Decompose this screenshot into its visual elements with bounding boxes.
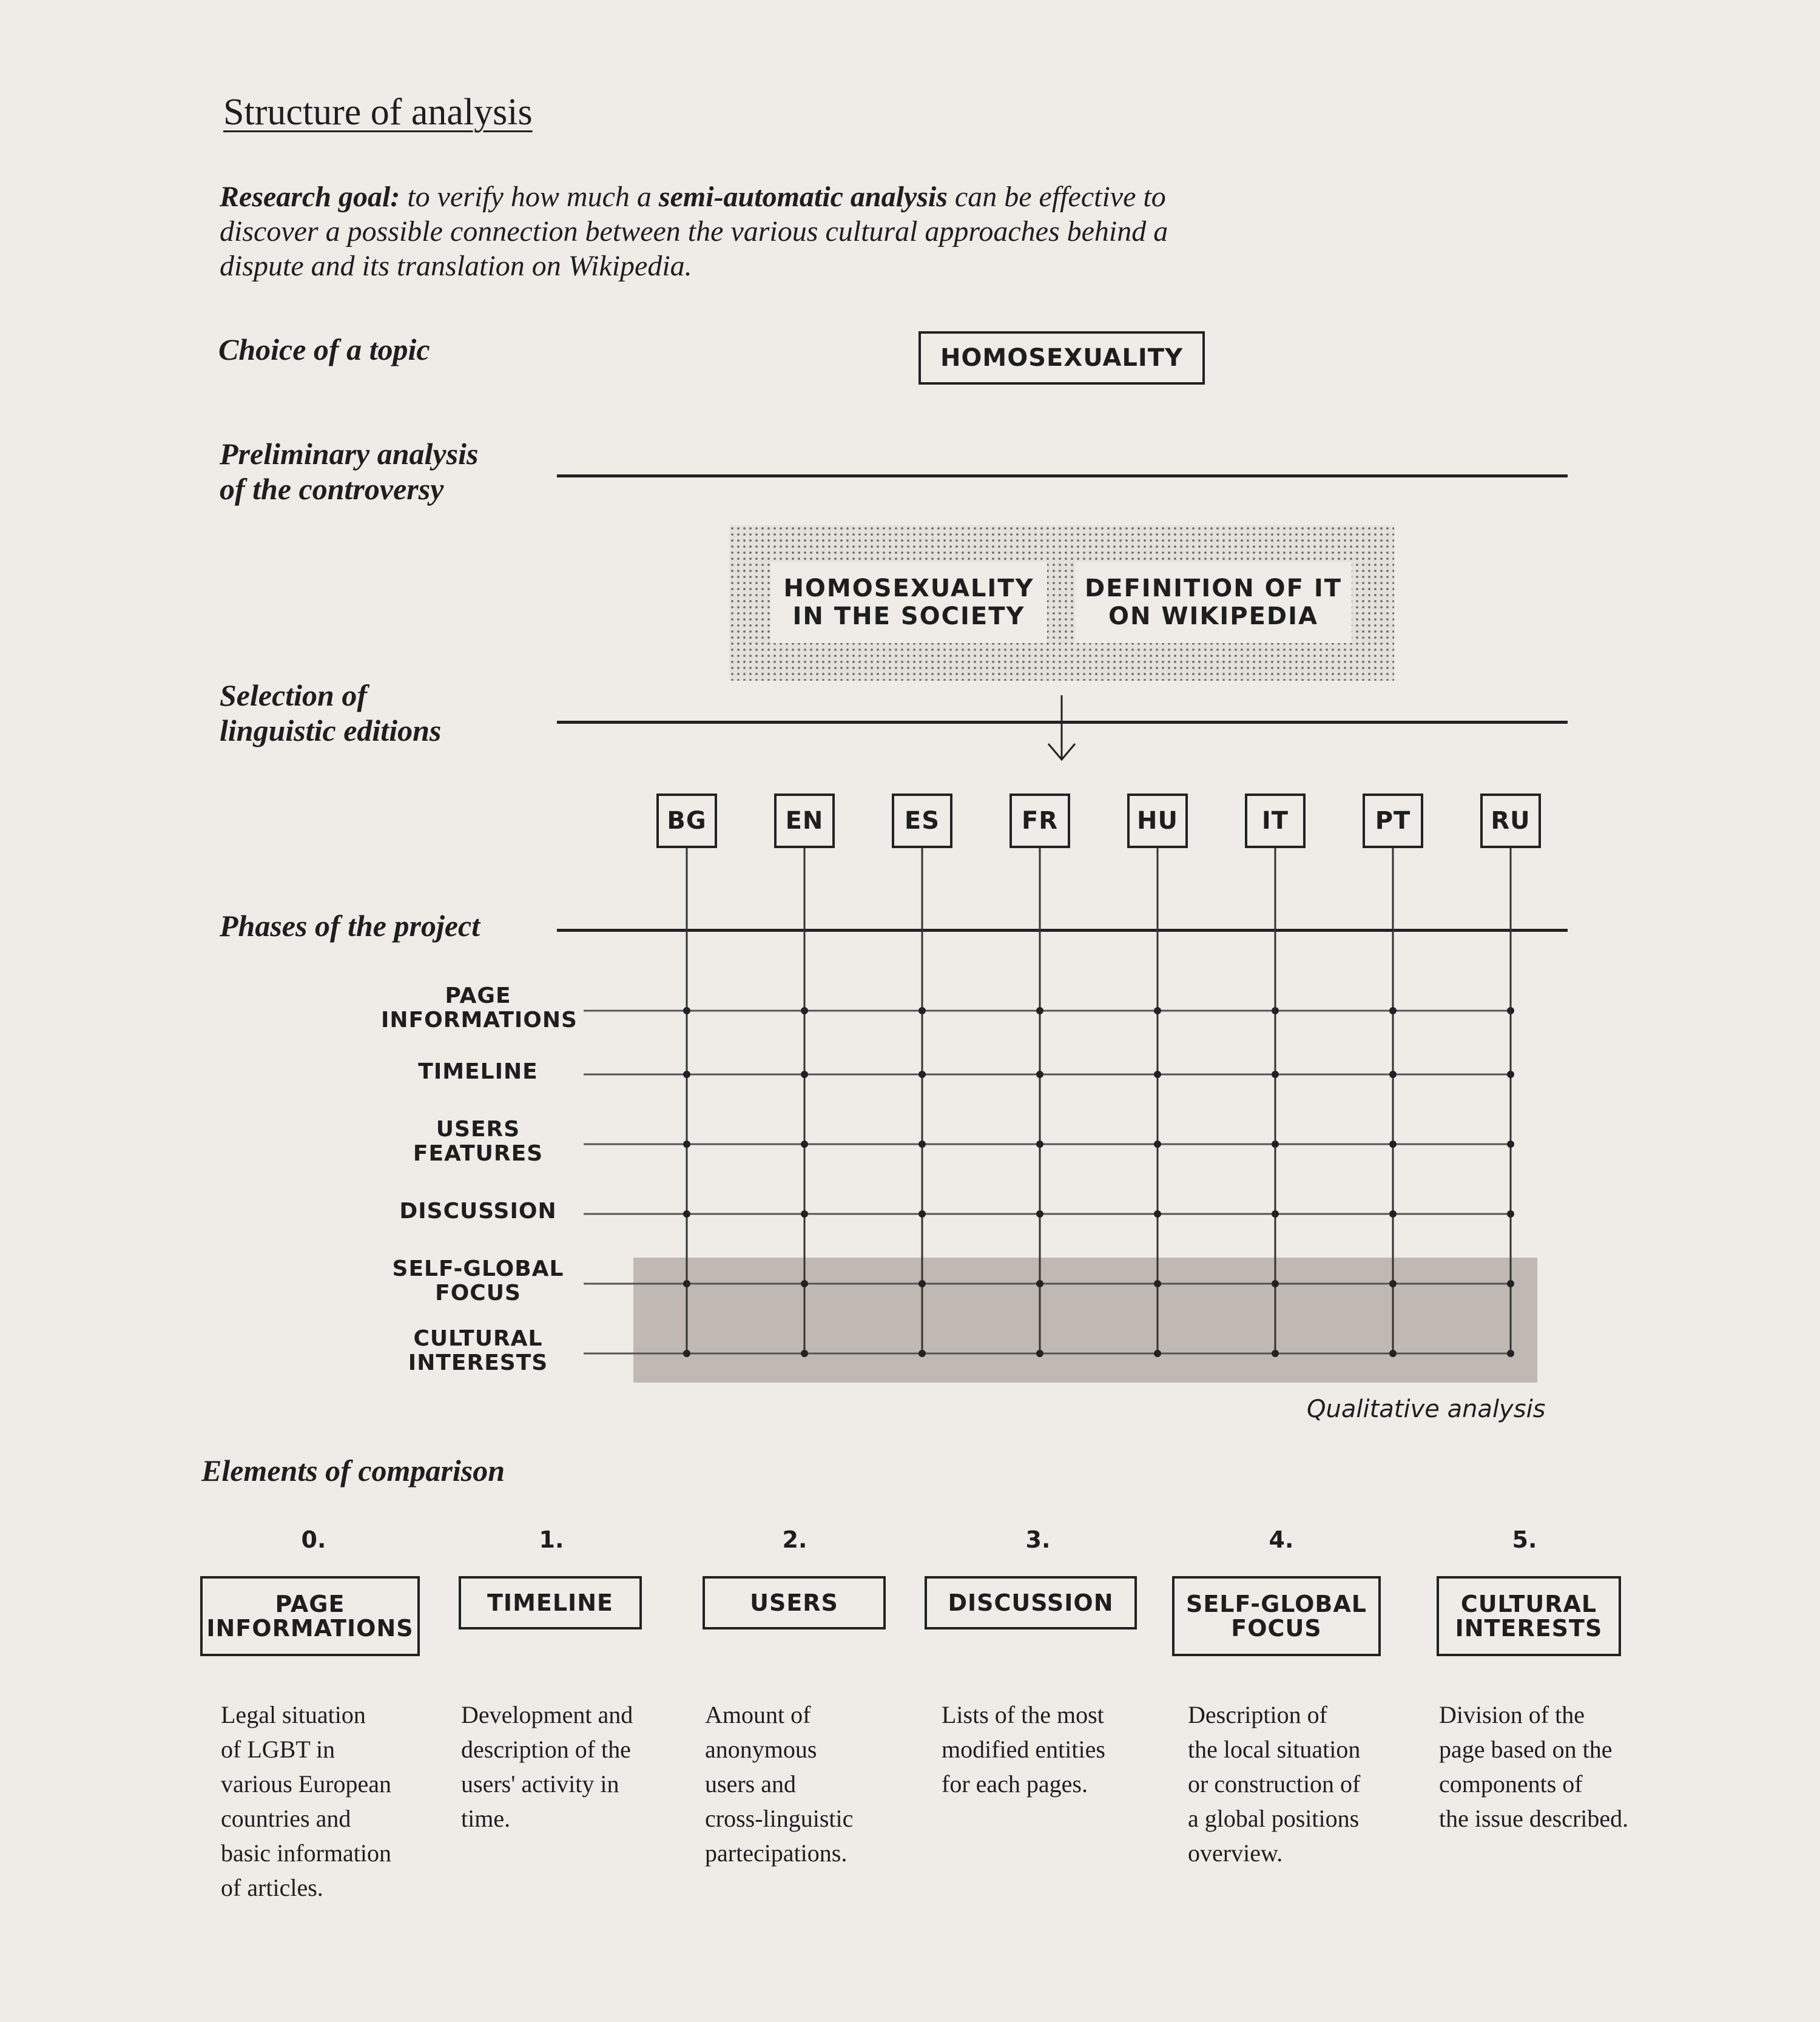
grid-node (1154, 1210, 1161, 1218)
element-description-line: Description of (1188, 1701, 1327, 1728)
element-description-line: for each pages. (942, 1770, 1088, 1798)
grid-node (1154, 1007, 1161, 1014)
grid-node (1036, 1141, 1043, 1148)
grid-node (1272, 1350, 1279, 1357)
element-description-line: overview. (1188, 1839, 1283, 1867)
element-description-line: cross-linguistic (705, 1805, 854, 1832)
element-number: 1. (539, 1526, 564, 1553)
grid-node (1272, 1210, 1279, 1218)
element-box-line: CULTURAL (1460, 1591, 1597, 1617)
research-goal-text-2: can be effective to discover a possible connection between the various cultural approaches behind a dispute and its translation on Wikipedia. (220, 181, 1168, 282)
element-description-line: partecipations. (705, 1839, 848, 1867)
research-goal-text-1: to verify how much a (407, 181, 652, 213)
grid-node (683, 1210, 690, 1218)
element-description-line: modified entities (942, 1736, 1105, 1763)
preliminary-box-line: ON WIKIPEDIA (1108, 602, 1318, 630)
element-description-line: the local situation (1188, 1736, 1361, 1763)
preliminary-box-line: IN THE SOCIETY (792, 602, 1025, 630)
stage-selection-line: linguistic editions (220, 713, 442, 747)
element-description-line: of articles. (221, 1874, 323, 1901)
grid-node (1272, 1280, 1279, 1287)
element-description-line: users and (705, 1770, 796, 1798)
grid-node (918, 1280, 926, 1287)
grid-node (1507, 1007, 1514, 1014)
language-box-es: ES (892, 794, 952, 848)
grid-node (683, 1141, 690, 1148)
grid-node (1036, 1071, 1043, 1078)
phase-label-line: DISCUSSION (399, 1199, 557, 1224)
phase-label-users-features (381, 1117, 575, 1166)
element-description-line: Division of the (1439, 1701, 1585, 1728)
grid-node (1154, 1280, 1161, 1287)
language-box-it: IT (1245, 794, 1306, 848)
element-description-line: Development and (461, 1701, 633, 1728)
grid-node (1036, 1210, 1043, 1218)
element-box-line: PAGE (275, 1591, 345, 1617)
grid-node (1389, 1350, 1397, 1357)
element-description-line: anonymous (705, 1736, 817, 1763)
grid-node (1507, 1280, 1514, 1287)
element-description-line: the issue described. (1439, 1805, 1629, 1832)
grid-node (1389, 1210, 1397, 1218)
element-number: 2. (782, 1526, 807, 1553)
grid-node (801, 1071, 808, 1078)
element-description-line: Amount of (705, 1701, 811, 1728)
element-box-line: INTERESTS (1455, 1615, 1603, 1642)
grid-node (801, 1141, 808, 1148)
phase-label-timeline (381, 1060, 575, 1084)
language-box-en: EN (774, 794, 835, 848)
phase-label-line: PAGE (445, 983, 511, 1008)
element-box-discussion (925, 1576, 1137, 1629)
grid-node (1272, 1071, 1279, 1078)
element-box-line: TIMELINE (487, 1589, 613, 1616)
element-number: 3. (1025, 1526, 1051, 1553)
arrow-down-icon (1048, 695, 1075, 760)
grid-node (918, 1141, 926, 1148)
phase-label-discussion (381, 1199, 575, 1224)
preliminary-box-line: HOMOSEXUALITY (783, 575, 1034, 602)
element-description (461, 1697, 633, 1836)
grid-node (1036, 1280, 1043, 1287)
phase-label-line: USERS (436, 1117, 521, 1142)
element-number: 5. (1512, 1526, 1537, 1553)
element-box-page-informations (200, 1576, 420, 1656)
language-box-ru: RU (1480, 794, 1541, 848)
element-description (1439, 1697, 1628, 1836)
stage-selection-line: Selection of (220, 678, 368, 712)
research-goal-label: Research goal: (220, 181, 400, 213)
grid-node (918, 1007, 926, 1014)
grid-node (1272, 1007, 1279, 1014)
grid-node (1389, 1071, 1397, 1078)
grid-node (1507, 1210, 1514, 1218)
element-description-line: page based on the (1439, 1736, 1613, 1763)
element-description-line: a global positions (1188, 1805, 1360, 1832)
grid-node (801, 1007, 808, 1014)
grid-node (1272, 1141, 1279, 1148)
phase-label-line: INFORMATIONS (381, 1008, 578, 1033)
phase-label-line: CULTURAL (413, 1326, 543, 1351)
element-number: 0. (301, 1526, 326, 1553)
element-description (1188, 1697, 1360, 1870)
grid-node (1507, 1071, 1514, 1078)
comparison-heading: Elements of comparison (201, 1454, 505, 1488)
element-number: 4. (1269, 1526, 1294, 1553)
research-goal-emphasis: semi-automatic analysis (658, 181, 948, 213)
element-description-line: of LGBT in (221, 1736, 335, 1763)
element-description-line: time. (461, 1805, 511, 1832)
grid-node (801, 1280, 808, 1287)
grid-node (918, 1350, 926, 1357)
element-box-timeline (459, 1576, 642, 1629)
element-box-line: FOCUS (1231, 1615, 1322, 1642)
grid-node (801, 1210, 808, 1218)
stage-preliminary-line: Preliminary analysis (220, 437, 479, 471)
language-box-hu: HU (1127, 794, 1188, 848)
element-description-line: Lists of the most (942, 1701, 1104, 1728)
topic-box: HOMOSEXUALITY (918, 331, 1205, 385)
element-description-line: users' activity in (461, 1770, 619, 1798)
phase-label-cultural-interests (381, 1327, 575, 1375)
phase-label-page-informations (381, 983, 578, 1033)
grid-node (1154, 1071, 1161, 1078)
grid-node (801, 1350, 808, 1357)
element-box-line: INFORMATIONS (206, 1615, 414, 1642)
phase-label-line: FEATURES (413, 1141, 544, 1166)
grid-node (1154, 1350, 1161, 1357)
element-description-line: description of the (461, 1736, 631, 1763)
phase-label-line: FOCUS (435, 1281, 521, 1306)
element-box-self-global-focus (1172, 1576, 1381, 1656)
element-description (705, 1697, 853, 1870)
qualitative-analysis-label: Qualitative analysis (1307, 1395, 1546, 1423)
grid-node (683, 1280, 690, 1287)
phase-label-line: SELF-GLOBAL (392, 1256, 564, 1281)
stage-preliminary-line: of the controversy (220, 472, 444, 506)
grid-node (918, 1071, 926, 1078)
element-description (942, 1697, 1105, 1801)
element-box-cultural-interests (1437, 1576, 1621, 1656)
phase-label-self-global-focus (381, 1257, 575, 1306)
language-box-pt: PT (1363, 794, 1423, 848)
element-box-line: USERS (750, 1589, 838, 1616)
element-box-users (703, 1576, 886, 1629)
stage-phases-line: Phases of the project (220, 909, 480, 943)
element-description-line: various European (221, 1770, 392, 1798)
grid-node (1036, 1007, 1043, 1014)
page-title: Structure of analysis (223, 92, 533, 133)
qualitative-band (633, 1258, 1537, 1383)
preliminary-box-line: DEFINITION OF IT (1084, 575, 1343, 602)
language-box-bg: BG (656, 794, 717, 848)
grid-node (1507, 1350, 1514, 1357)
grid-node (1389, 1141, 1397, 1148)
grid-node (1036, 1350, 1043, 1357)
grid-node (1389, 1280, 1397, 1287)
phase-label-line: TIMELINE (418, 1059, 538, 1084)
grid-node (683, 1350, 690, 1357)
grid-node (683, 1071, 690, 1078)
language-box-fr: FR (1009, 794, 1070, 848)
grid-node (1389, 1007, 1397, 1014)
stage-choice-line: Choice of a topic (218, 332, 430, 366)
element-box-line: DISCUSSION (948, 1589, 1114, 1616)
grid-node (683, 1007, 690, 1014)
grid-node (1507, 1141, 1514, 1148)
element-description-line: Legal situation (221, 1701, 366, 1728)
element-description-line: or construction of (1188, 1770, 1361, 1798)
element-description-line: countries and (221, 1805, 351, 1832)
element-description-line: components of (1439, 1770, 1583, 1798)
grid-node (918, 1210, 926, 1218)
element-description-line: basic information (221, 1839, 392, 1867)
grid-node (1154, 1141, 1161, 1148)
element-box-line: SELF-GLOBAL (1185, 1591, 1367, 1617)
phase-label-line: INTERESTS (408, 1350, 548, 1375)
element-description (221, 1697, 391, 1905)
